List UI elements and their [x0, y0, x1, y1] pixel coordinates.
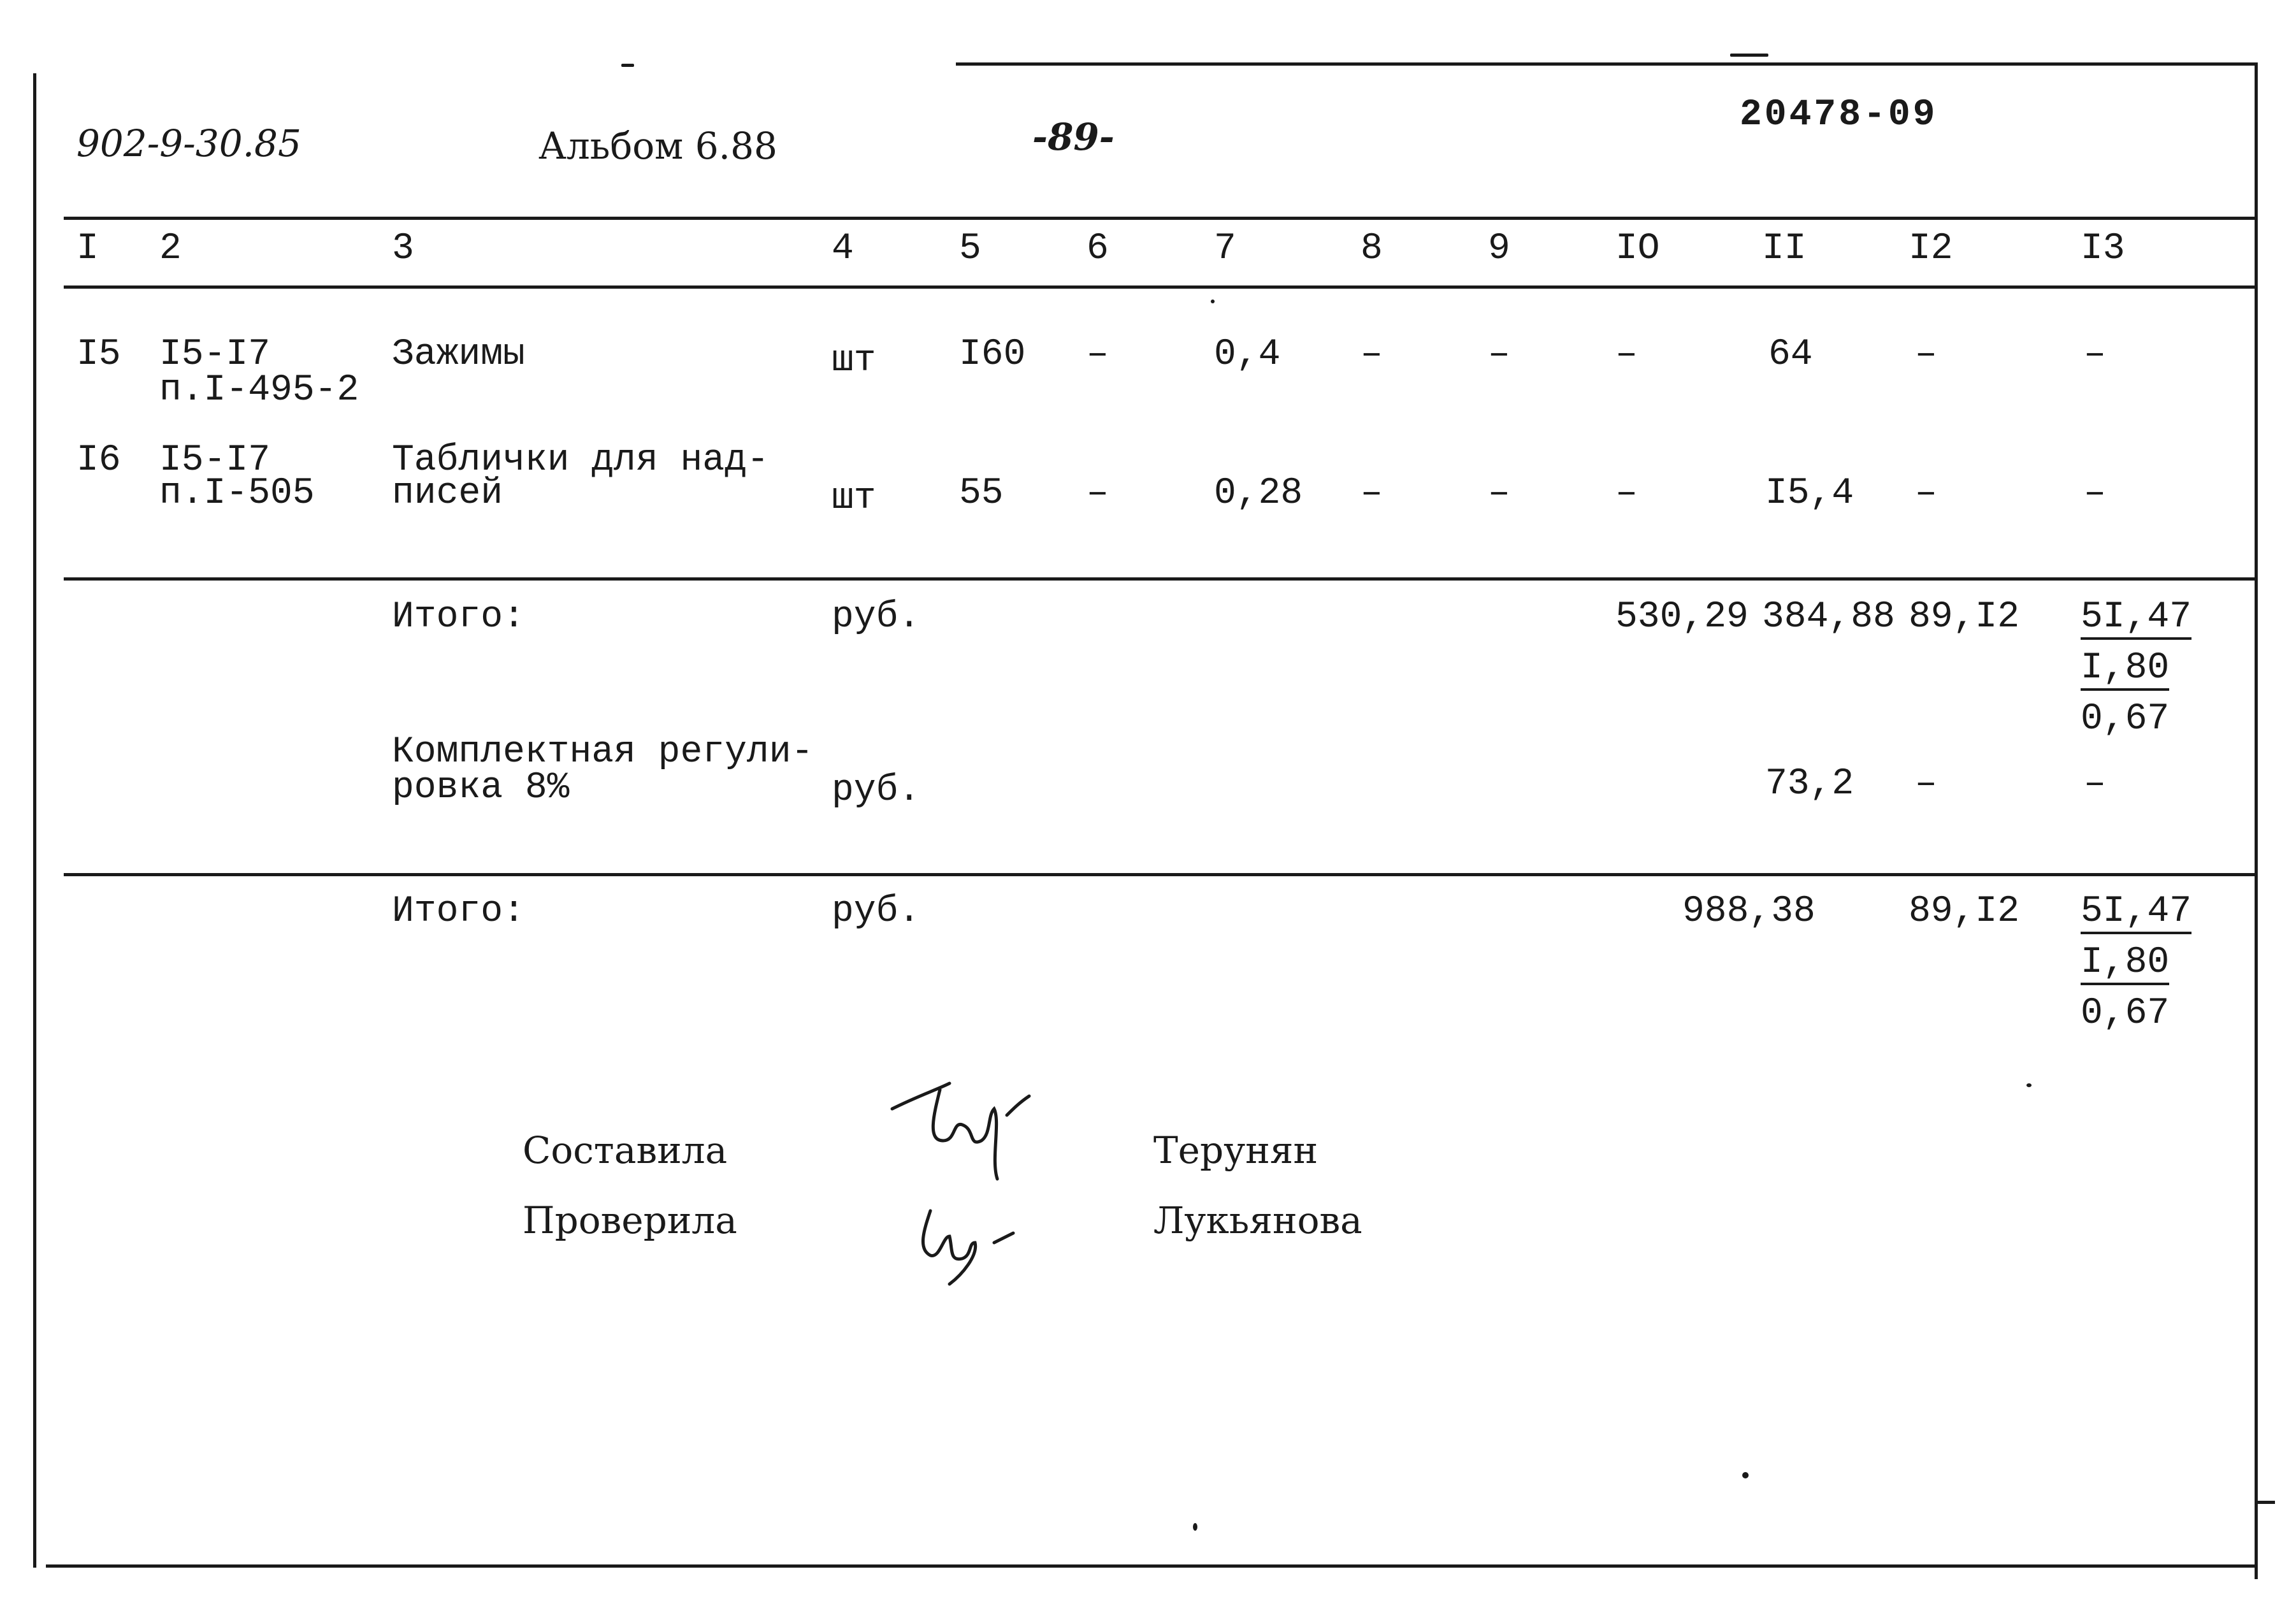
- total-c10-11: 988,38: [1682, 891, 1816, 932]
- column-number: 9: [1488, 228, 1510, 270]
- row-qty: I60: [959, 334, 1026, 375]
- column-number: II: [1762, 228, 1807, 270]
- subtotal-c13: 0,67: [2081, 698, 2170, 740]
- row-cell: 64: [1768, 334, 1813, 375]
- column-number: I2: [1909, 228, 1953, 270]
- total-label: Итого:: [392, 891, 525, 932]
- row-number: I5: [76, 334, 121, 375]
- row-qty: 55: [959, 473, 1004, 514]
- subtotal-unit: руб.: [832, 596, 921, 638]
- row-number: I6: [76, 440, 121, 481]
- total-c12: 89,I2: [1909, 891, 2020, 932]
- frame-right: [2255, 62, 2258, 1579]
- album-label: Альбом 6.88: [538, 124, 777, 168]
- rule-below-column-numbers: [64, 285, 2256, 289]
- frame-left: [33, 73, 36, 1568]
- signature-role: Составила: [523, 1129, 728, 1172]
- adjustment-c11: 73,2: [1765, 763, 1854, 805]
- row-cell: 0,4: [1214, 334, 1281, 375]
- total-c13: 0,67: [2081, 993, 2170, 1034]
- page-number: -89-: [1032, 115, 1115, 159]
- signature-name: Терунян: [1153, 1129, 1318, 1172]
- total-c13: 5I,47: [2081, 893, 2191, 934]
- adjustment-unit: руб.: [832, 770, 921, 811]
- row-cell: –: [1361, 334, 1383, 375]
- row-cell: –: [2084, 473, 2106, 514]
- row-unit: шт: [832, 478, 876, 519]
- row-cell: –: [1488, 334, 1510, 375]
- column-number: 3: [392, 228, 414, 270]
- adjustment-c12: –: [1915, 763, 1937, 805]
- column-number: I3: [2081, 228, 2125, 270]
- column-number: 5: [959, 228, 981, 270]
- row-cell: –: [1087, 334, 1109, 375]
- row-code: п.I-505: [159, 473, 315, 514]
- doc-code: 902-9-30.85: [76, 122, 301, 165]
- scan-speck: [2026, 1083, 2032, 1087]
- column-number: 7: [1214, 228, 1236, 270]
- row-name: писей: [392, 473, 503, 514]
- rule-above-subtotal: [64, 577, 2256, 581]
- row-cell: –: [1915, 334, 1937, 375]
- row-name: Таблички для над-: [392, 440, 769, 481]
- rule-above-total: [64, 873, 2256, 876]
- signature-role: Проверила: [523, 1199, 737, 1242]
- total-c13: I,80: [2081, 944, 2169, 985]
- row-cell: 0,28: [1214, 473, 1303, 514]
- rule-above-column-numbers: [64, 217, 2256, 220]
- row-cell: –: [1361, 473, 1383, 514]
- row-unit: шт: [832, 340, 876, 382]
- signature-name: Лукьянова: [1153, 1199, 1362, 1242]
- adjustment-label: Комплектная регули-: [392, 732, 814, 773]
- subtotal-c11: 384,88: [1762, 596, 1895, 638]
- column-number: 6: [1087, 228, 1109, 270]
- column-number: 4: [832, 228, 854, 270]
- column-number: 8: [1361, 228, 1383, 270]
- row-cell: –: [1087, 473, 1109, 514]
- frame-bottom: [46, 1564, 2257, 1568]
- handwritten-signature: [905, 1198, 1045, 1287]
- row-cell: –: [1615, 473, 1638, 514]
- subtotal-c10: 530,29: [1615, 596, 1749, 638]
- adjustment-label: ровка 8%: [392, 767, 570, 809]
- column-number: I: [76, 228, 99, 270]
- row-code: I5-I7: [159, 440, 271, 481]
- subtotal-c12: 89,I2: [1909, 596, 2020, 638]
- row-cell: I5,4: [1765, 473, 1854, 514]
- frame-tick: [2256, 1501, 2275, 1504]
- subtotal-c13: 5I,47: [2081, 599, 2191, 640]
- subtotal-c13: I,80: [2081, 650, 2169, 691]
- handwritten-signature: [879, 1071, 1045, 1185]
- scan-speck: [1193, 1523, 1197, 1531]
- row-code: I5-I7: [159, 334, 271, 375]
- sheet-number: 20478-09: [1740, 94, 1938, 136]
- adjustment-c13: –: [2084, 763, 2106, 805]
- scan-speck: [1211, 300, 1215, 303]
- row-cell: –: [2084, 334, 2106, 375]
- column-number: IO: [1615, 228, 1660, 270]
- scan-speck: [1730, 54, 1768, 57]
- scan-speck: [621, 64, 634, 67]
- column-number: 2: [159, 228, 182, 270]
- row-cell: –: [1615, 334, 1638, 375]
- scan-speck: [1742, 1472, 1749, 1478]
- row-cell: –: [1488, 473, 1510, 514]
- frame-top: [956, 62, 2256, 66]
- row-cell: –: [1915, 473, 1937, 514]
- row-code: п.I-495-2: [159, 370, 359, 411]
- subtotal-label: Итого:: [392, 596, 525, 638]
- total-unit: руб.: [832, 891, 921, 932]
- row-name: Зажимы: [392, 334, 525, 375]
